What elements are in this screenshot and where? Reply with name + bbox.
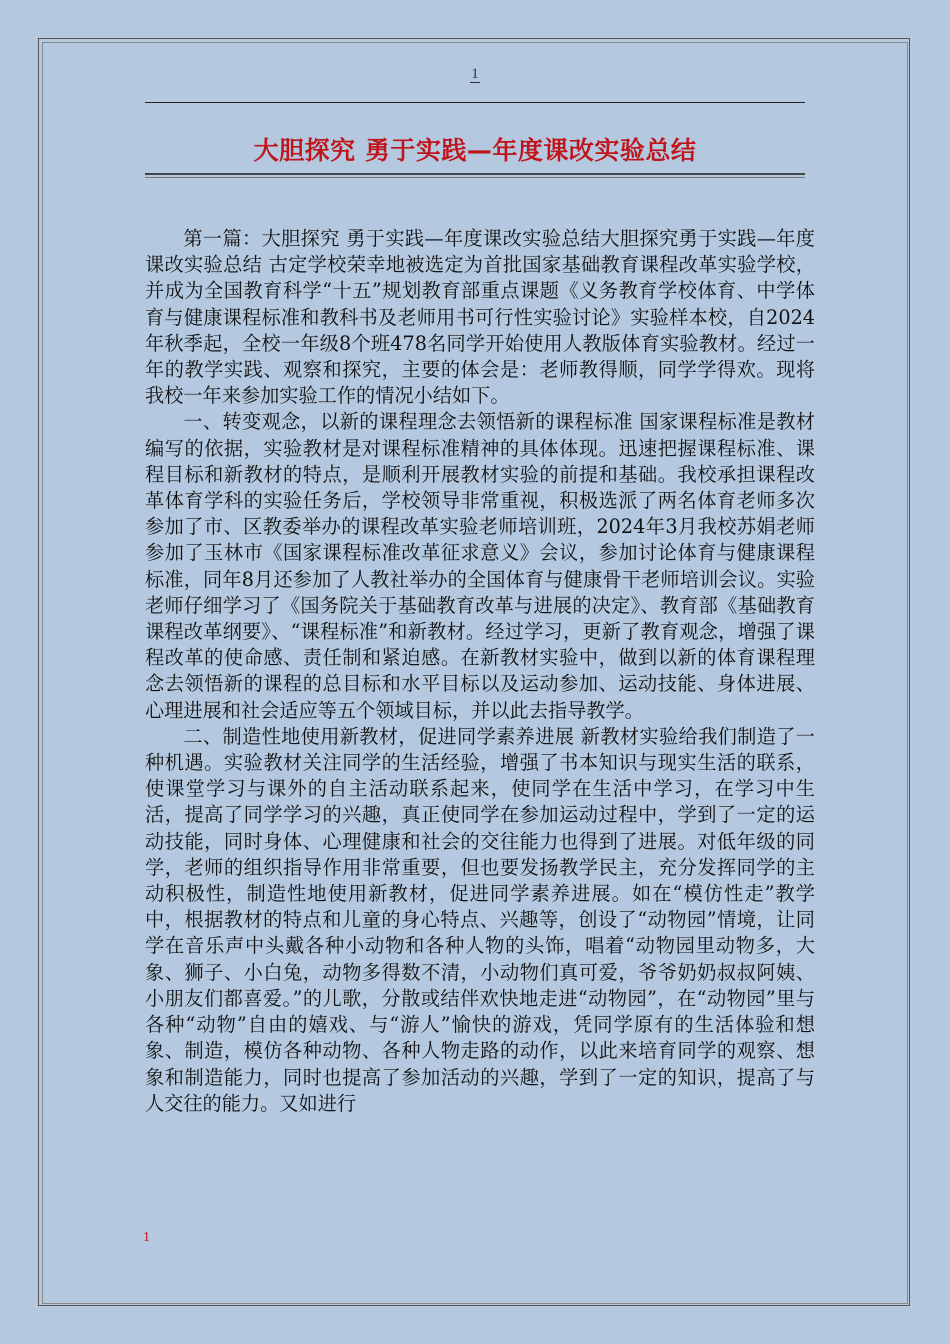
title-divider-secondary: [145, 177, 805, 178]
header-page-number-text: 1: [471, 66, 479, 82]
header-page-number: [0, 66, 950, 83]
header-divider: [145, 102, 805, 103]
document-body: [145, 226, 815, 1117]
paragraph-section-1: 一、转变观念，以新的课程理念去领悟新的课程标准 国家课程标准是教材编写的依据，实验教材是对课程标准精神的具体体现。迅速把握课程标准、课程目标和新教材的特点，是顺利开展教材实验的前提和基础。我校承担课程改革体育学科的实验任务后，学校领导非常重视，积极选派了两名体育老师多次参加了市、区教委举办的课程改革实验老师培训班，2024年3月我校苏娟老师参加了玉林市《国家课程标准改革征求意义》会议，参加讨论体育与健康课程标准，同年8月还参加了人教社举办的全国体育与健康骨干老师培训会议。实验老师仔细学习了《国务院关于基础教育改革与进展的决定》、教育部《基础教育课程改革纲要》、“课程标准”和新教材。经过学习，更新了教育观念，增强了课程改革的使命感、责任制和紧迫感。在新教材实验中，做到以新的体育课程理念去领悟新的课程的总目标和水平目标以及运动参加、运动技能、身体进展、心理进展和社会适应等五个领域目标，并以此去指导教学。: [145, 410, 815, 722]
footer-page-number: 1: [143, 1230, 150, 1245]
paragraph-intro: 第一篇：大胆探究 勇于实践—年度课改实验总结大胆探究勇于实践—年度课改实验总结 古定学校荣幸地被选定为首批国家基础教育课程改革实验学校，并成为全国教育科学“十五”规划教育部重点课题《义务教育学校体育、中学体育与健康课程标准和教科书及老师用书可行性实验讨论》实验样本校，自2024年秋季起，全校一年级8个班478名同学开始使用人教版体育实验教材。经过一年的教学实践、观察和探究，主要的体会是：老师教得顺，同学学得欢。现将我校一年来参加实验工作的情况小结如下。: [145, 227, 815, 408]
document-title: 大胆探究 勇于实践—年度课改实验总结: [253, 136, 697, 165]
title-divider: [145, 173, 805, 175]
paragraph-section-2: 二、制造性地使用新教材，促进同学素养进展 新教材实验给我们制造了一种机遇。实验教材关注同学的生活经验，增强了书本知识与现实生活的联系，使课堂学习与课外的自主活动联系起来，使同学在生活中学习，在学习中生活，提高了同学学习的兴趣，真正使同学在参加运动过程中，学到了一定的运动技能，同时身体、心理健康和社会的交往能力也得到了进展。对低年级的同学，老师的组织指导作用非常重要，但也要发扬教学民主，充分发挥同学的主动积极性，制造性地使用新教材，促进同学素养进展。如在“模仿性走”教学中，根据教材的特点和儿童的身心特点、兴趣等，创设了“动物园”情境，让同学在音乐声中头戴各种小动物和各种人物的头饰，唱着“动物园里动物多，大象、狮子、小白兔，动物多得数不清，小动物们真可爱，爷爷奶奶叔叔阿姨、小朋友们都喜爱。”的儿歌，分散或结伴欢快地走进“动物园”，在“动物园”里与各种“动物”自由的嬉戏、与“游人”愉快的游戏，凭同学原有的生活体验和想象、制造，模仿各种动物、各种人物走路的动作，以此来培育同学的观察、想象和制造能力，同时也提高了参加活动的兴趣，学到了一定的知识，提高了与人交往的能力。又如进行: [145, 724, 815, 1115]
